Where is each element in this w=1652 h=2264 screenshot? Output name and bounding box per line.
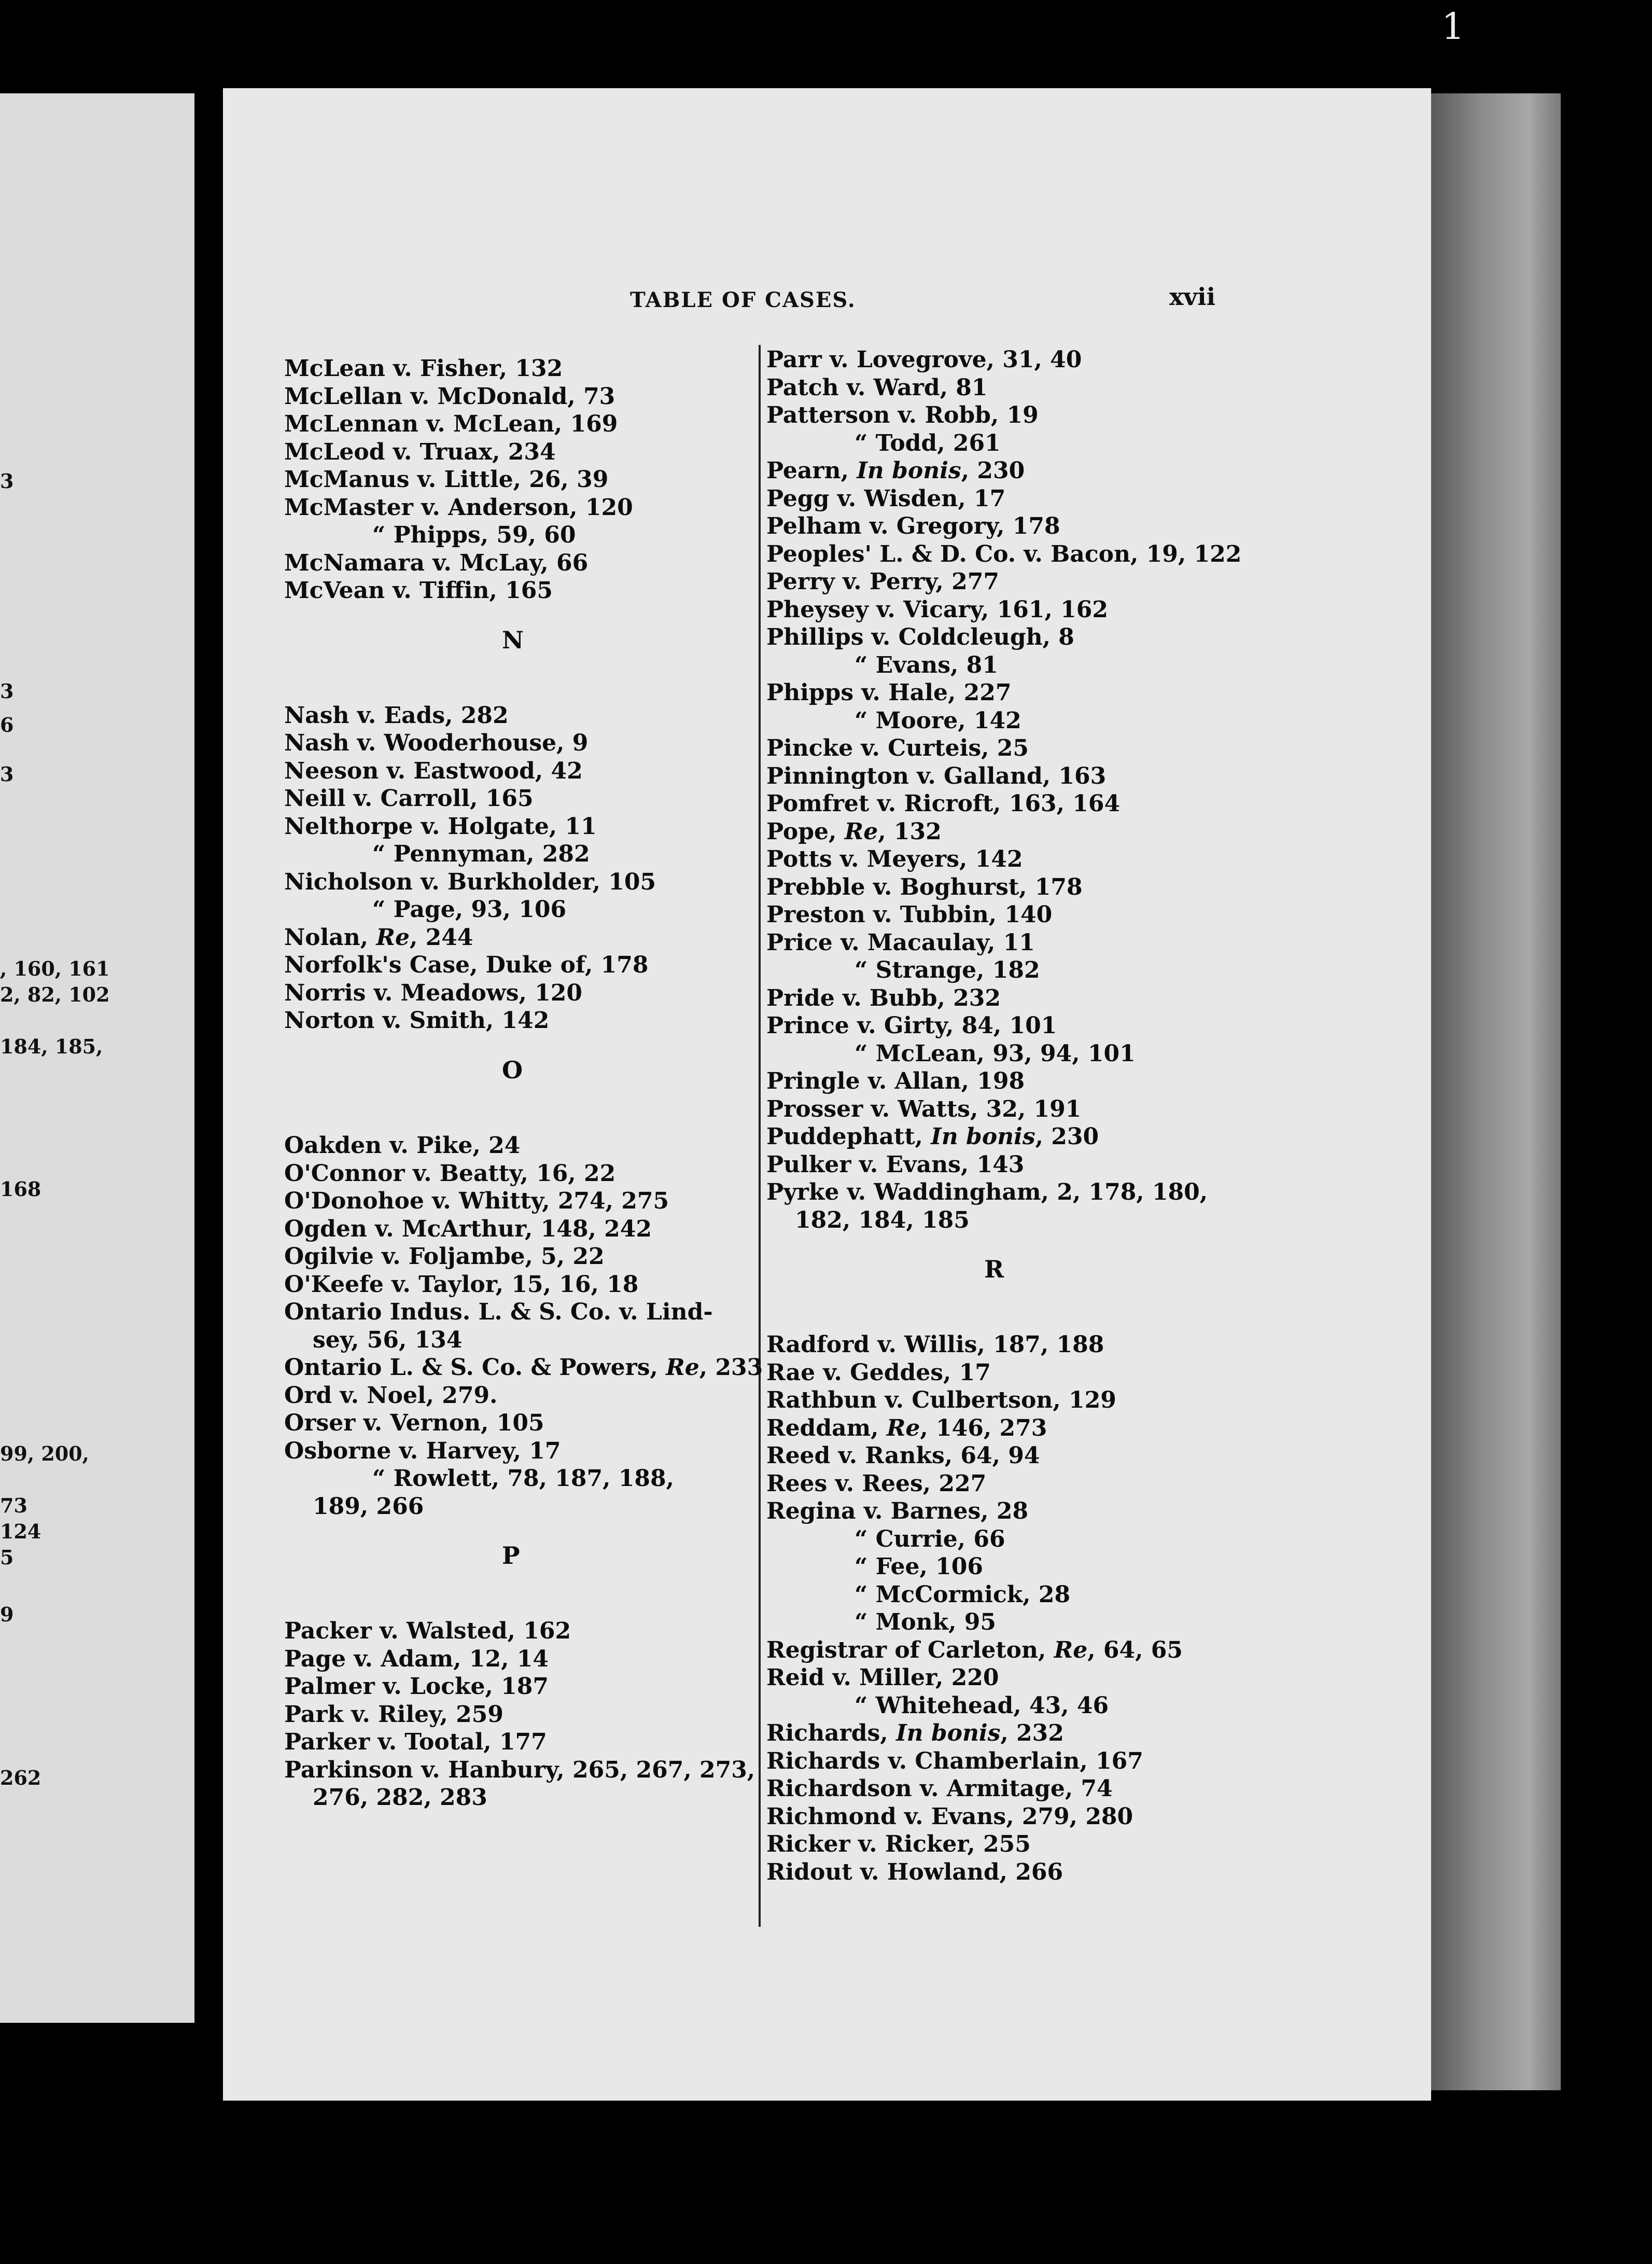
case-entry: Pope, Re, 132 <box>766 818 942 845</box>
case-entry: McLeod v. Truax, 234 <box>284 438 556 465</box>
case-entry: Ricker v. Ricker, 255 <box>766 1831 1031 1858</box>
case-entry: Pegg v. Wisden, 17 <box>766 485 1006 512</box>
case-entry: Ridout v. Howland, 266 <box>766 1858 1063 1885</box>
case-entry: “ Monk, 95 <box>855 1609 997 1636</box>
case-entry: Richards v. Chamberlain, 167 <box>766 1747 1143 1774</box>
case-entry: Ogden v. McArthur, 148, 242 <box>284 1215 652 1242</box>
case-entry: Prosser v. Watts, 32, 191 <box>766 1095 1082 1122</box>
case-entry: Potts v. Meyers, 142 <box>766 846 1023 872</box>
case-entry: Radford v. Willis, 187, 188 <box>766 1331 1104 1358</box>
case-entry: Puddephatt, In bonis, 230 <box>766 1123 1099 1150</box>
case-entry: Reid v. Miller, 220 <box>766 1664 999 1691</box>
left-page-fragment: 9 <box>0 1603 14 1626</box>
page-number: xvii <box>1169 283 1216 311</box>
case-entry: Phillips v. Coldcleugh, 8 <box>766 624 1074 650</box>
left-page-fragment: 3 <box>0 762 14 786</box>
case-entry: Norfolk's Case, Duke of, 178 <box>284 952 649 979</box>
case-entry: Richardson v. Armitage, 74 <box>766 1775 1113 1802</box>
case-entry: Rae v. Geddes, 17 <box>766 1359 991 1386</box>
case-entry: Nelthorpe v. Holgate, 11 <box>284 813 597 840</box>
case-entry: McLellan v. McDonald, 73 <box>284 383 615 410</box>
case-entry: McNamara v. McLay, 66 <box>284 549 589 576</box>
case-entry: Rees v. Rees, 227 <box>766 1470 987 1497</box>
left-page-edge <box>0 93 194 2023</box>
case-entry: Pringle v. Allan, 198 <box>766 1068 1025 1094</box>
case-entry: Pelham v. Gregory, 178 <box>766 513 1060 539</box>
case-entry: Reddam, Re, 146, 273 <box>766 1414 1047 1441</box>
case-entry: “ Evans, 81 <box>855 651 998 678</box>
case-entry: 182, 184, 185 <box>795 1206 970 1233</box>
case-entry: Richards, In bonis, 232 <box>766 1720 1064 1747</box>
case-entry: Pomfret v. Ricroft, 163, 164 <box>766 790 1121 817</box>
left-page-fragment: 5 <box>0 1546 14 1569</box>
case-entry: Registrar of Carleton, Re, 64, 65 <box>766 1636 1183 1663</box>
case-entry: Peoples' L. & D. Co. v. Bacon, 19, 122 <box>766 540 1242 567</box>
left-page-fragment: 6 <box>0 713 14 737</box>
case-entry: Preston v. Tubbin, 140 <box>766 901 1053 928</box>
case-entry: “ Currie, 66 <box>855 1525 1005 1552</box>
case-entry: O'Keefe v. Taylor, 15, 16, 18 <box>284 1271 639 1298</box>
case-entry: Rathbun v. Culbertson, 129 <box>766 1387 1116 1414</box>
case-entry: Prince v. Girty, 84, 101 <box>766 1012 1057 1039</box>
case-entry: Park v. Riley, 259 <box>284 1701 504 1728</box>
case-entry: “ Moore, 142 <box>855 707 1021 734</box>
left-page-fragment: 2, 82, 102 <box>0 983 110 1006</box>
case-entry: Ord v. Noel, 279. <box>284 1382 498 1409</box>
case-entry: Price v. Macaulay, 11 <box>766 929 1035 956</box>
section-letter: P <box>502 1541 520 1570</box>
case-entry: Osborne v. Harvey, 17 <box>284 1437 561 1464</box>
section-letter: N <box>502 626 524 654</box>
case-entry: Pride v. Bubb, 232 <box>766 984 1001 1011</box>
case-entry: O'Donohoe v. Whitty, 274, 275 <box>284 1188 669 1214</box>
left-page-fragments <box>0 93 194 2023</box>
case-entry: “ Whitehead, 43, 46 <box>855 1692 1109 1719</box>
left-page-fragment: 3 <box>0 679 14 703</box>
section-letter: O <box>502 1055 523 1084</box>
case-entry: “ Page, 93, 106 <box>372 896 567 923</box>
case-entry: Nash v. Eads, 282 <box>284 702 509 729</box>
case-entry: Richmond v. Evans, 279, 280 <box>766 1803 1133 1830</box>
case-entry: Oakden v. Pike, 24 <box>284 1132 521 1159</box>
corner-mark: 1 <box>1441 5 1465 48</box>
case-entry: “ McCormick, 28 <box>855 1581 1071 1608</box>
case-entry: O'Connor v. Beatty, 16, 22 <box>284 1160 616 1187</box>
case-entry: Orser v. Vernon, 105 <box>284 1410 544 1436</box>
case-entry: “ McLean, 93, 94, 101 <box>855 1040 1136 1067</box>
case-entry: Neeson v. Eastwood, 42 <box>284 757 583 784</box>
case-entry: Nash v. Wooderhouse, 9 <box>284 730 589 757</box>
case-entry: Page v. Adam, 12, 14 <box>284 1645 549 1672</box>
case-entry: McMaster v. Anderson, 120 <box>284 494 633 521</box>
case-entry: Patch v. Ward, 81 <box>766 374 988 401</box>
case-entry: Pheysey v. Vicary, 161, 162 <box>766 596 1108 623</box>
case-entry: 189, 266 <box>313 1493 424 1520</box>
case-entry: “ Rowlett, 78, 187, 188, <box>372 1465 674 1492</box>
case-entry: Perry v. Perry, 277 <box>766 568 1000 595</box>
case-entry: McManus v. Little, 26, 39 <box>284 466 609 493</box>
page-edge <box>1431 93 1561 2090</box>
case-entry: Phipps v. Hale, 227 <box>766 679 1012 706</box>
case-entry: Ontario L. & S. Co. & Powers, Re, 233 <box>284 1354 763 1381</box>
case-entry: Norton v. Smith, 142 <box>284 1007 550 1034</box>
left-page-fragment: 262 <box>0 1766 41 1789</box>
case-entry: Ontario Indus. L. & S. Co. v. Lind- <box>284 1299 713 1325</box>
left-page-fragment: 124 <box>0 1520 41 1543</box>
running-title: TABLE OF CASES. <box>630 288 856 312</box>
case-entry: Pulker v. Evans, 143 <box>766 1151 1025 1178</box>
case-entry: Parker v. Tootal, 177 <box>284 1729 547 1756</box>
section-letter: R <box>984 1255 1004 1284</box>
case-entry: Patterson v. Robb, 19 <box>766 402 1039 428</box>
case-entry: Packer v. Walsted, 162 <box>284 1618 571 1645</box>
case-entry: Parr v. Lovegrove, 31, 40 <box>766 346 1082 373</box>
case-entry: 276, 282, 283 <box>313 1784 487 1811</box>
case-entry: “ Phipps, 59, 60 <box>372 522 576 548</box>
case-entry: Neill v. Carroll, 165 <box>284 785 534 812</box>
case-entry: Reed v. Ranks, 64, 94 <box>766 1442 1040 1469</box>
case-entry: McLennan v. McLean, 169 <box>284 411 618 437</box>
left-page-fragment: , 160, 161 <box>0 957 110 980</box>
case-entry: Regina v. Barnes, 28 <box>766 1498 1029 1525</box>
case-entry: “ Todd, 261 <box>855 429 1001 456</box>
left-page-fragment: 168 <box>0 1177 41 1201</box>
case-entry: “ Strange, 182 <box>855 957 1040 983</box>
case-entry: Nicholson v. Burkholder, 105 <box>284 868 656 895</box>
case-entry: Nolan, Re, 244 <box>284 924 473 951</box>
case-entry: Norris v. Meadows, 120 <box>284 979 582 1006</box>
case-entry: Pearn, In bonis, 230 <box>766 457 1025 484</box>
case-entry: Palmer v. Locke, 187 <box>284 1673 549 1700</box>
case-entry: McLean v. Fisher, 132 <box>284 355 563 382</box>
case-entry: sey, 56, 134 <box>313 1326 463 1353</box>
case-entry: Pincke v. Curteis, 25 <box>766 735 1029 761</box>
case-entry: McVean v. Tiffin, 165 <box>284 577 553 604</box>
case-entry: Parkinson v. Hanbury, 265, 267, 273, <box>284 1756 755 1783</box>
left-page-fragment: 184, 185, <box>0 1035 103 1058</box>
case-entry: Pinnington v. Galland, 163 <box>766 762 1107 789</box>
case-entry: Ogilvie v. Foljambe, 5, 22 <box>284 1243 605 1270</box>
left-page-fragment: 3 <box>0 469 14 493</box>
case-entry: Pyrke v. Waddingham, 2, 178, 180, <box>766 1179 1208 1205</box>
left-page-fragment: 99, 200, <box>0 1442 89 1465</box>
case-entry: Prebble v. Boghurst, 178 <box>766 873 1083 900</box>
case-entry: “ Pennyman, 282 <box>372 841 590 868</box>
left-page-fragment: 73 <box>0 1494 27 1517</box>
column-rule <box>759 345 761 1927</box>
case-entry: “ Fee, 106 <box>855 1553 983 1580</box>
